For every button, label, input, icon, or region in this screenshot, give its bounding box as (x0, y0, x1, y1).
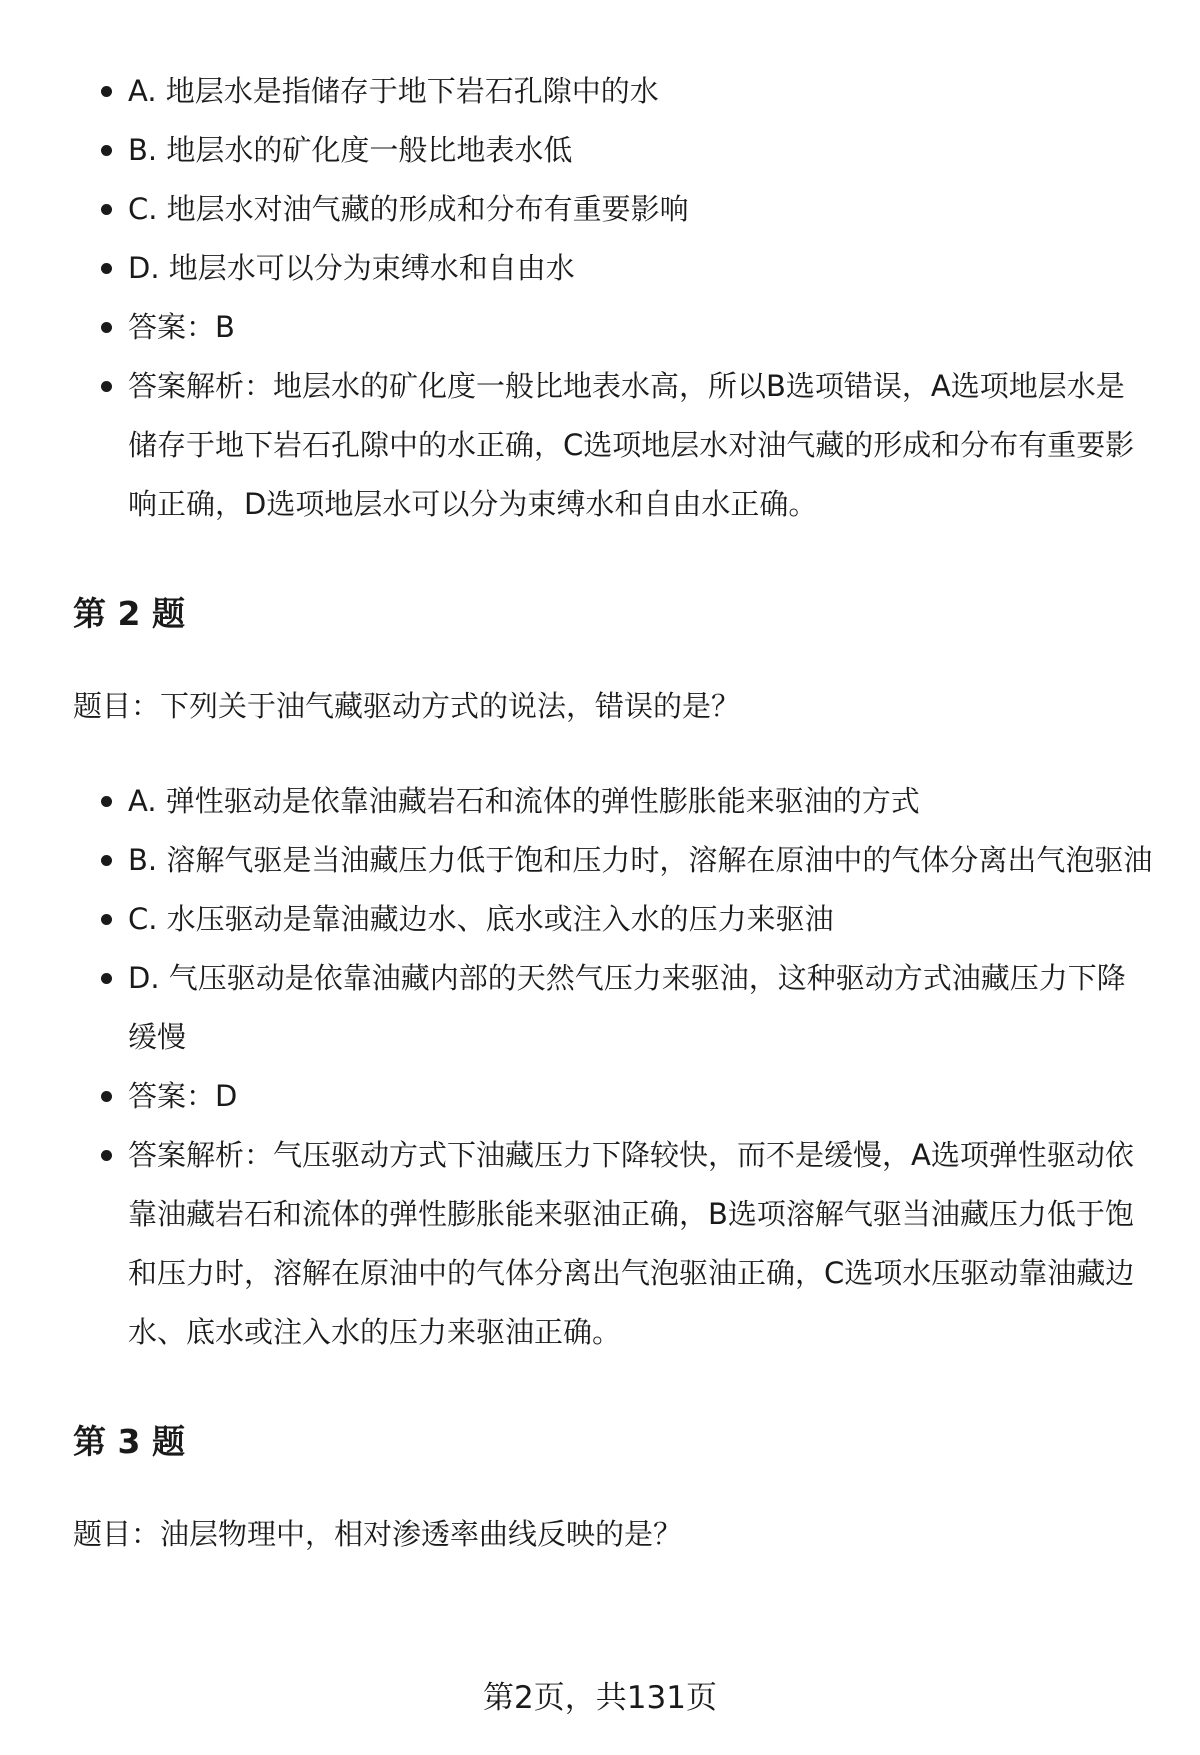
q2-option-b: B. 溶解气驱是当油藏压力低于饱和压力时，溶解在原油中的气体分离出气泡驱油 (73, 831, 1153, 890)
q2-explanation: 答案解析：气压驱动方式下油藏压力下降较快，而不是缓慢，A选项弹性驱动依靠油藏岩石和流体的弹性膨胀能来驱油正确，B选项溶解气驱当油藏压力低于饱和压力时，溶解在原油中的气体分离出气泡驱油正确，C选项水压驱动靠油藏边水、底水或注入水的压力来驱油正确。 (73, 1126, 1153, 1362)
q3-heading: 第 3 题 (73, 1422, 185, 1461)
q2-answer: 答案：D (73, 1067, 1153, 1126)
q1-option-list (73, 62, 1153, 534)
q2-stem: 题目：下列关于油气藏驱动方式的说法，错误的是？ (73, 689, 741, 723)
q1-explanation: 答案解析：地层水的矿化度一般比地表水高，所以B选项错误，A选项地层水是储存于地下岩石孔隙中的水正确，C选项地层水对油气藏的形成和分布有重要影响正确，D选项地层水可以分为束缚水和自由水正确。 (73, 357, 1153, 534)
q1-option-d: D. 地层水可以分为束缚水和自由水 (73, 239, 1153, 298)
q2-option-d: D. 气压驱动是依靠油藏内部的天然气压力来驱油，这种驱动方式油藏压力下降缓慢 (73, 949, 1153, 1067)
q2-heading: 第 2 题 (73, 594, 185, 633)
q1-answer: 答案：B (73, 298, 1153, 357)
q1-option-a: A. 地层水是指储存于地下岩石孔隙中的水 (73, 62, 1153, 121)
q1-option-c: C. 地层水对油气藏的形成和分布有重要影响 (73, 180, 1153, 239)
q1-option-b: B. 地层水的矿化度一般比地表水低 (73, 121, 1153, 180)
q2-option-c: C. 水压驱动是靠油藏边水、底水或注入水的压力来驱油 (73, 890, 1153, 949)
q3-stem: 题目：油层物理中，相对渗透率曲线反映的是？ (73, 1517, 683, 1551)
q2-option-a: A. 弹性驱动是依靠油藏岩石和流体的弹性膨胀能来驱油的方式 (73, 772, 1153, 831)
page-number-footer: 第2页，共131页 (483, 1680, 717, 1716)
page-content (73, 62, 1153, 1556)
q2-option-list (73, 772, 1153, 1362)
